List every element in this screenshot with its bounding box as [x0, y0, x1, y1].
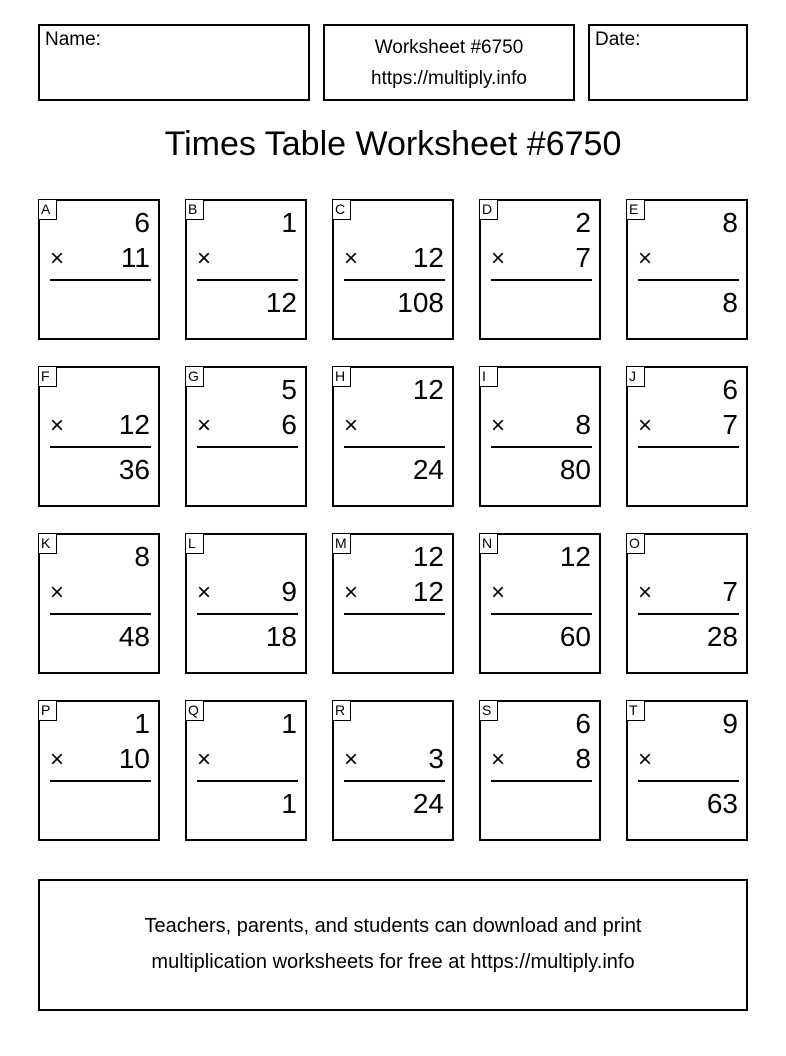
problem-card-l[interactable] [185, 533, 307, 674]
multiplicand: 8 [722, 207, 738, 238]
footer-line-1: Teachers, parents, and students can download and print [144, 915, 642, 937]
problem-letter: C [332, 199, 351, 220]
answer-line [197, 279, 298, 281]
multiplier: 8 [575, 409, 591, 440]
problem-letter: R [332, 700, 351, 721]
multiplicand: 8 [134, 541, 150, 572]
answer-line [344, 279, 445, 281]
answer-line [638, 279, 739, 281]
problem-letter: N [479, 533, 498, 554]
answer-line [197, 780, 298, 782]
worksheet-number: Worksheet #6750 [374, 37, 524, 58]
problem-letter: P [38, 700, 57, 721]
multiplicand: 12 [559, 541, 591, 572]
multiplicand: 12 [412, 541, 444, 572]
problem-card-a[interactable] [38, 199, 160, 340]
answer-line [344, 446, 445, 448]
answer-line [491, 279, 592, 281]
multiplier: 11 [120, 242, 150, 273]
date-label: Date: [595, 29, 641, 50]
multiplicand: 1 [134, 708, 150, 739]
times-sign: × [197, 579, 212, 606]
times-sign: × [638, 412, 653, 439]
answer-line [638, 613, 739, 615]
times-sign: × [50, 245, 65, 272]
problem-letter: G [185, 366, 204, 387]
times-sign: × [197, 412, 212, 439]
problem-card-n[interactable] [479, 533, 601, 674]
product: 24 [412, 788, 444, 819]
answer-line [638, 446, 739, 448]
times-sign: × [197, 245, 212, 272]
times-sign: × [344, 579, 359, 606]
times-sign: × [638, 245, 653, 272]
multiplicand: 6 [134, 207, 150, 238]
answer-line [638, 780, 739, 782]
times-sign: × [50, 412, 65, 439]
problem-letter: L [185, 533, 204, 554]
problem-card-r[interactable] [332, 700, 454, 841]
multiplier: 12 [118, 409, 150, 440]
times-sign: × [491, 579, 506, 606]
problem-letter: F [38, 366, 57, 387]
multiplicand: 12 [412, 374, 444, 405]
problem-card-d[interactable] [479, 199, 601, 340]
problem-letter: D [479, 199, 498, 220]
answer-line [197, 446, 298, 448]
times-sign: × [50, 579, 65, 606]
multiplier: 3 [428, 743, 444, 774]
multiplicand: 1 [281, 207, 297, 238]
times-sign: × [344, 746, 359, 773]
product: 24 [412, 454, 444, 485]
multiplier: 12 [412, 576, 444, 607]
product: 8 [722, 287, 738, 318]
times-sign: × [491, 412, 506, 439]
problem-card-m[interactable] [332, 533, 454, 674]
multiplier: 7 [722, 409, 738, 440]
times-sign: × [50, 746, 65, 773]
problem-card-h[interactable] [332, 366, 454, 507]
name-label: Name: [45, 29, 101, 50]
problem-card-p[interactable] [38, 700, 160, 841]
problem-letter: T [626, 700, 645, 721]
problem-letter: M [332, 533, 351, 554]
problem-letter: Q [185, 700, 204, 721]
multiplier: 10 [118, 743, 150, 774]
problem-letter: I [479, 366, 498, 387]
multiplier: 6 [281, 409, 297, 440]
answer-line [50, 780, 151, 782]
multiplicand: 6 [722, 374, 738, 405]
product: 60 [559, 621, 591, 652]
times-sign: × [491, 245, 506, 272]
multiplicand: 1 [281, 708, 297, 739]
product: 12 [265, 287, 297, 318]
worksheet-url: https://multiply.info [371, 68, 527, 89]
problem-card-e[interactable] [626, 199, 748, 340]
times-sign: × [638, 746, 653, 773]
problem-letter: E [626, 199, 645, 220]
product: 63 [706, 788, 738, 819]
problem-letter: S [479, 700, 498, 721]
problem-letter: O [626, 533, 645, 554]
answer-line [344, 780, 445, 782]
times-sign: × [344, 412, 359, 439]
product: 48 [118, 621, 150, 652]
problem-letter: J [626, 366, 645, 387]
problem-card-i[interactable] [479, 366, 601, 507]
footer-line-2: multiplication worksheets for free at https://multiply.info [151, 951, 635, 973]
answer-line [50, 279, 151, 281]
date-field[interactable] [588, 24, 748, 101]
multiplicand: 9 [722, 708, 738, 739]
problem-letter: A [38, 199, 57, 220]
problem-card-j[interactable] [626, 366, 748, 507]
answer-line [50, 613, 151, 615]
product: 80 [559, 454, 591, 485]
answer-line [197, 613, 298, 615]
footer-note [38, 879, 748, 1011]
name-field[interactable] [38, 24, 310, 101]
times-sign: × [197, 746, 212, 773]
problem-letter: B [185, 199, 204, 220]
multiplier: 12 [412, 242, 444, 273]
problem-card-q[interactable] [185, 700, 307, 841]
product: 28 [706, 621, 738, 652]
multiplier: 7 [575, 242, 591, 273]
problem-card-b[interactable] [185, 199, 307, 340]
problem-card-t[interactable] [626, 700, 748, 841]
problem-card-s[interactable] [479, 700, 601, 841]
product: 36 [118, 454, 150, 485]
answer-line [491, 780, 592, 782]
product: 1 [281, 788, 297, 819]
answer-line [491, 446, 592, 448]
multiplier: 9 [281, 576, 297, 607]
problem-letter: K [38, 533, 57, 554]
product: 108 [397, 287, 444, 318]
problem-card-c[interactable] [332, 199, 454, 340]
worksheet-info-box [323, 24, 575, 101]
page-title: Times Table Worksheet #6750 [164, 125, 622, 163]
problem-letter: H [332, 366, 351, 387]
problem-card-g[interactable] [185, 366, 307, 507]
times-sign: × [638, 579, 653, 606]
product: 18 [265, 621, 297, 652]
times-sign: × [491, 746, 506, 773]
multiplier: 8 [575, 743, 591, 774]
answer-line [491, 613, 592, 615]
answer-line [50, 446, 151, 448]
problem-card-k[interactable] [38, 533, 160, 674]
problem-card-o[interactable] [626, 533, 748, 674]
problem-card-f[interactable] [38, 366, 160, 507]
multiplicand: 2 [575, 207, 591, 238]
multiplier: 7 [722, 576, 738, 607]
times-sign: × [344, 245, 359, 272]
multiplicand: 6 [575, 708, 591, 739]
multiplicand: 5 [281, 374, 297, 405]
answer-line [344, 613, 445, 615]
